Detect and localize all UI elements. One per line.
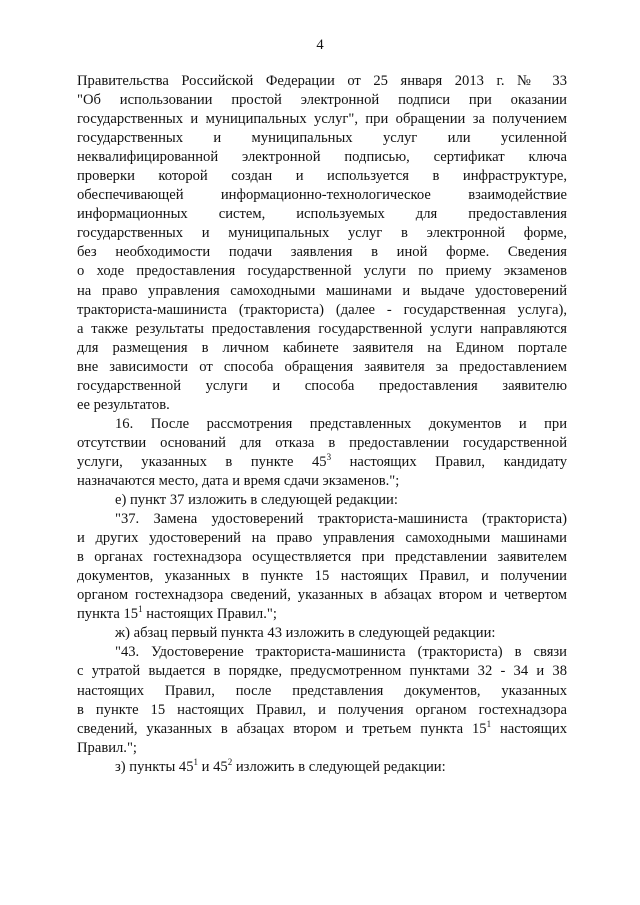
text-line: с утратой выдается в порядке, предусмотренном пунктами 32 - 34 и 38 (77, 663, 567, 680)
text-line: Правил."; (77, 739, 137, 756)
text-line: проверки которой создан и используется в инфраструктуре, (77, 168, 567, 185)
text-line: е) пункт 37 изложить в следующей редакции: (115, 492, 398, 509)
text-line: вне зависимости от способа обращения заявителя за предоставлением (77, 358, 567, 375)
text-line: обеспечивающей информационно-технологическое взаимодействие (77, 187, 567, 204)
superscript: 1 (138, 604, 143, 615)
text-line: сведений, указанных в абзацах втором и третьем пункта $15^1$ настоящих (77, 718, 567, 737)
text-line: на право управления самоходными машинами и выдаче удостоверений (77, 282, 567, 299)
page-number: 4 (316, 37, 324, 53)
text-line: органом гостехнадзора сведений, указанных в абзацах втором и четвертом (77, 587, 567, 604)
text-line: информационных систем, используемых для предоставления (77, 206, 567, 223)
text-line: "Об использовании простой электронной подписи при оказании (77, 92, 567, 109)
text-line: ее результатов. (77, 396, 170, 413)
superscript: 3 (326, 451, 332, 462)
text-line: услуги, указанных в пункте $45^3$ настоящих Правил, кандидату (77, 451, 567, 470)
text-line: государственных и муниципальных услуг", при обращении за получением (77, 111, 567, 128)
text-line: 16. После рассмотрения представленных документов и при (115, 415, 567, 432)
text-line: неквалифицированной электронной подписью, сертификат ключа (77, 149, 567, 166)
text-line: в органах гостехнадзора осуществляется при представлении заявителем (77, 549, 567, 566)
text-line: "43. Удостоверение тракториста-машиниста (тракториста) в связи (115, 644, 567, 661)
text-line: государственных и муниципальных услуг или усиленной (77, 130, 567, 147)
superscript: 2 (227, 756, 233, 767)
text-line: и других удостоверений на право управления самоходными машинами (77, 530, 567, 547)
text-line: а также результаты предоставления государственной услуги направляются (77, 320, 567, 337)
text-line: для размещения в личном кабинете заявителя на Едином портале (77, 339, 567, 356)
superscript: 1 (193, 756, 199, 767)
text-line: без необходимости подачи заявления в иной форме. Сведения (77, 244, 567, 261)
superscript: 1 (486, 718, 492, 729)
text-line: пункта $15^1$ настоящих Правил."; (77, 604, 277, 623)
text-line: отсутствии оснований для отказа в предоставлении государственной (77, 434, 567, 451)
text-line: Правительства Российской Федерации от 25 января 2013 г. № 33 (77, 73, 567, 89)
text-line: "37. Замена удостоверений тракториста-машиниста (тракториста) (115, 511, 567, 528)
text-line: назначаются место, дата и время сдачи экзаменов."; (77, 472, 400, 489)
text-line: документов, указанных в пункте 15 настоящих Правил, и получении (77, 568, 567, 585)
text-line: государственных и муниципальных услуг в электронной форме, (77, 225, 567, 242)
text-line: з) пункты $45^1$ и $45^2$ изложить в следующей редакции: (115, 756, 446, 775)
text-line: о ходе предоставления государственной услуги по приему экзаменов (77, 263, 567, 280)
text-line: ж) абзац первый пункта 43 изложить в следующей редакции: (115, 625, 496, 642)
text-line: государственной услуги и способа предоставления заявителю (77, 377, 567, 394)
document-body (77, 72, 567, 777)
text-line: тракториста-машиниста (тракториста) (далее - государственная услуга), (77, 301, 567, 318)
text-line: настоящих Правил, после представления документов, указанных (77, 682, 567, 699)
text-line: в пункте 15 настоящих Правил, и получения органом гостехнадзора (77, 701, 567, 718)
